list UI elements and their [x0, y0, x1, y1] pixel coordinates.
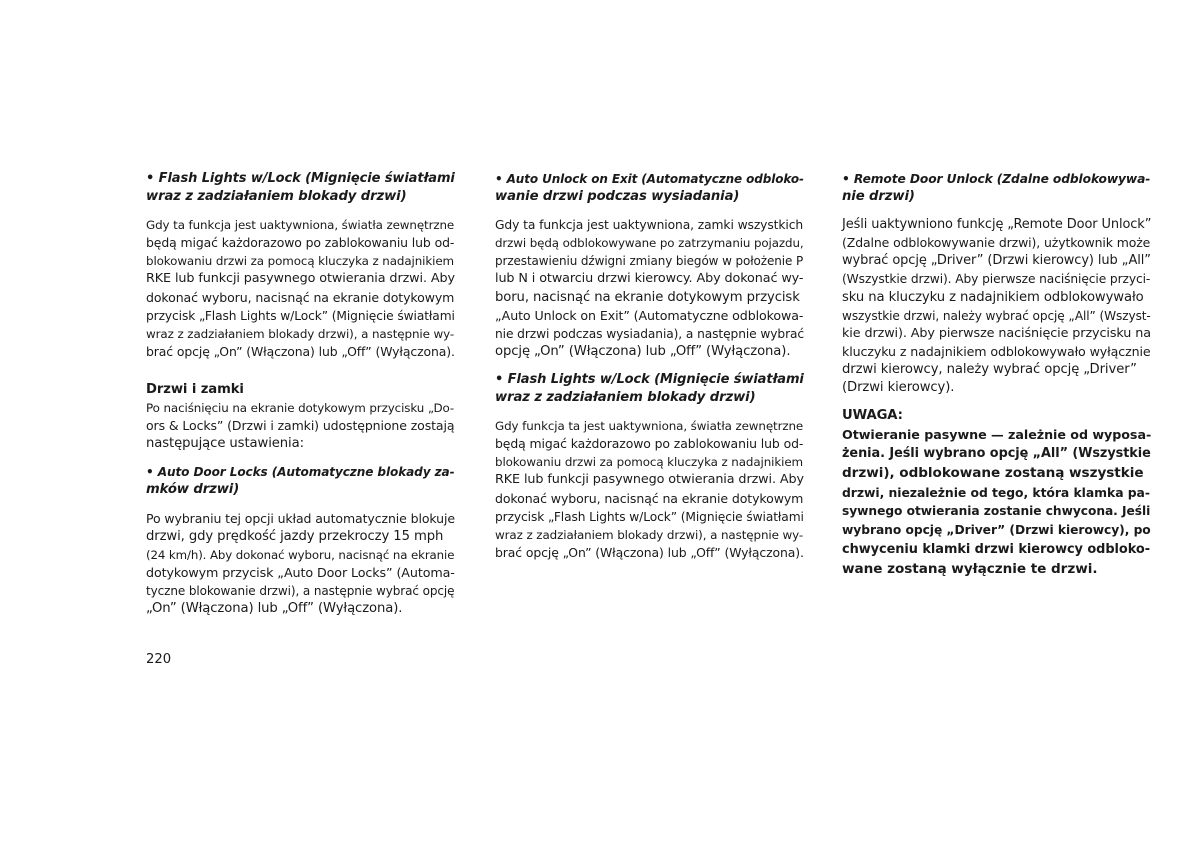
- note-line: chwyceniu klamki drzwi kierowcy odbloko-: [842, 542, 1151, 558]
- note-line: żenia. Jeśli wybrano opcję „All” (Wszystkie: [842, 446, 1151, 462]
- body-line: tyczne blokowanie drzwi), a następnie wybrać opcję: [146, 583, 455, 598]
- body-line: wraz z zadziałaniem blokady drzwi), a następnie wy-: [146, 326, 455, 341]
- item-heading: [146, 170, 458, 206]
- body-line: dokonać wyboru, nacisnąć na ekranie dotykowym: [146, 289, 455, 305]
- body-line: przestawieniu dźwigni zmiany biegów w położenie P: [495, 254, 804, 269]
- body-line: Gdy ta funkcja jest uaktywniona, zamki wszystkich: [495, 218, 804, 233]
- body-line: (Zdalne odblokowywanie drzwi), użytkownik może: [842, 235, 1151, 251]
- body-line: wszystkie drzwi, należy wybrać opcję „All” (Wszyst-: [842, 308, 1151, 323]
- item-heading: [146, 463, 458, 499]
- body-line: blokowaniu drzwi za pomocą kluczyka z nadajnikiem: [146, 254, 454, 269]
- body-line: drzwi będą odblokowywane po zatrzymaniu pojazdu,: [495, 236, 804, 251]
- body-line: wybrać opcję „Driver” (Drzwi kierowcy) lub „All”: [842, 253, 1151, 269]
- body-line: Po naciśnięciu na ekranie dotykowym przycisku „Do-: [146, 401, 455, 416]
- body-line: „On” (Włączona) lub „Off” (Wyłączona).: [146, 600, 403, 616]
- body-line: następujące ustawienia:: [146, 436, 304, 452]
- heading-line: • Flash Lights w/Lock (Mignięcie światłami: [495, 371, 804, 387]
- body-line: dotykowym przycisk „Auto Door Locks” (Automa-: [146, 564, 455, 580]
- note-line: wane zostaną wyłącznie te drzwi.: [842, 560, 1098, 577]
- body-line: Po wybraniu tej opcji układ automatycznie blokuje: [146, 510, 455, 526]
- body-line: RKE lub funkcji pasywnego otwierania drzwi. Aby: [146, 271, 455, 287]
- column-right: [842, 170, 1154, 579]
- note-heading: UWAGA:: [842, 408, 903, 424]
- note-line: drzwi), odblokowane zostaną wszystkie: [842, 464, 1144, 481]
- heading-line: • Flash Lights w/Lock (Mignięcie światłami: [146, 171, 455, 186]
- body-line: będą migać każdorazowo po zablokowaniu lub od-: [146, 235, 455, 251]
- item-heading: [495, 170, 807, 206]
- heading-line: wanie drzwi podczas wysiadania): [495, 189, 740, 205]
- body-line: Jeśli uaktywniono funkcję „Remote Door Unlock”: [842, 217, 1152, 233]
- body-line: lub N i otwarciu drzwi kierowcy. Aby dokonać wy-: [495, 271, 804, 287]
- body-line: Gdy funkcja ta jest uaktywniona, światła zewnętrzne: [495, 419, 804, 434]
- body-line: drzwi kierowcy, należy wybrać opcję „Driver”: [842, 361, 1137, 377]
- heading-line: • Auto Door Locks (Automatyczne blokady za-: [146, 465, 455, 480]
- item-body: [146, 510, 458, 619]
- body-line: RKE lub funkcji pasywnego otwierania drzwi. Aby: [495, 472, 804, 488]
- body-line: opcję „On” (Włączona) lub „Off” (Wyłączona).: [495, 343, 791, 359]
- body-line: (24 km/h). Aby dokonać wyboru, nacisnąć na ekranie: [146, 547, 455, 562]
- body-line: boru, nacisnąć na ekranie dotykowym przycisk: [495, 289, 800, 305]
- body-line: (Drzwi kierowcy).: [842, 380, 955, 396]
- heading-line: nie drzwi): [842, 189, 915, 205]
- item-body: [146, 216, 458, 361]
- note-body: [842, 425, 1154, 579]
- heading-line: • Remote Door Unlock (Zdalne odblokowywa-: [842, 172, 1151, 186]
- body-line: „Auto Unlock on Exit” (Automatyczne odblokowa-: [495, 307, 804, 323]
- heading-line: wraz z zadziałaniem blokady drzwi): [495, 390, 756, 406]
- item-heading: [495, 371, 807, 407]
- item-body: [495, 216, 807, 361]
- body-line: sku na kluczyku z nadajnikiem odblokowywało: [842, 289, 1144, 305]
- item-body: [842, 216, 1154, 397]
- body-line: drzwi, gdy prędkość jazdy przekroczy 15 mph: [146, 528, 444, 544]
- section-body: [146, 399, 458, 453]
- body-line: przycisk „Flash Lights w/Lock” (Mignięcie światłami: [495, 509, 804, 524]
- note-line: drzwi, niezależnie od tego, która klamka pa-: [842, 484, 1150, 500]
- body-line: (Wszystkie drzwi). Aby pierwsze naciśnięcie przyci-: [842, 272, 1151, 287]
- column-left: [146, 170, 458, 618]
- page-number: 220: [146, 652, 172, 667]
- body-line: przycisk „Flash Lights w/Lock” (Mignięcie światłami: [146, 308, 455, 323]
- body-line: wraz z zadziałaniem blokady drzwi), a następnie wy-: [495, 527, 804, 542]
- heading-line: mków drzwi): [146, 482, 240, 498]
- body-line: nie drzwi podczas wysiadania), a następnie wybrać: [495, 326, 805, 341]
- note-line: sywnego otwierania zostanie chwycona. Jeśli: [842, 504, 1151, 519]
- note-line: wybrano opcję „Driver” (Drzwi kierowcy), po: [842, 523, 1151, 538]
- body-line: kluczyku z nadajnikiem odblokowywało wyłącznie: [842, 343, 1151, 359]
- body-line: ors & Locks” (Drzwi i zamki) udostępnione zostają: [146, 418, 455, 434]
- body-line: brać opcję „On” (Włączona) lub „Off” (Wyłączona).: [146, 343, 455, 359]
- body-line: dokonać wyboru, nacisnąć na ekranie dotykowym: [495, 490, 804, 506]
- section-heading: Drzwi i zamki: [146, 381, 244, 397]
- item-heading: [842, 170, 1154, 206]
- heading-line: • Auto Unlock on Exit (Automatyczne odbloko-: [495, 172, 804, 186]
- body-line: Gdy ta funkcja jest uaktywniona, światła zewnętrzne: [146, 218, 455, 233]
- item-body: [495, 417, 807, 562]
- body-line: brać opcję „On” (Włączona) lub „Off” (Wyłączona).: [495, 544, 804, 560]
- note-line: Otwieranie pasywne — zależnie od wyposa-: [842, 427, 1152, 443]
- heading-line: wraz z zadziałaniem blokady drzwi): [146, 189, 407, 205]
- body-line: będą migać każdorazowo po zablokowaniu lub od-: [495, 436, 804, 452]
- column-middle: [495, 170, 807, 562]
- body-line: kie drzwi). Aby pierwsze naciśnięcie przycisku na: [842, 325, 1151, 341]
- body-line: blokowaniu drzwi za pomocą kluczyka z nadajnikiem: [495, 455, 803, 470]
